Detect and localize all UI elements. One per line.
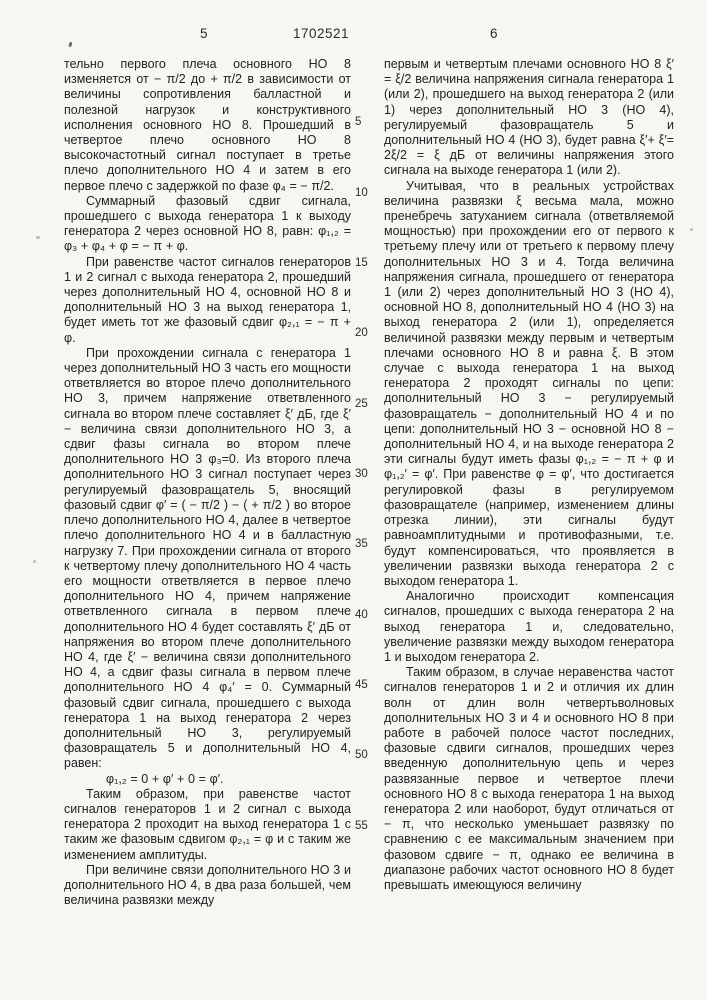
paragraph: тельно первого плеча основного НО 8 изменяется от − π/2 до + π/2 в зависимости от величины сопротивления балластной и полезной нагрузок и конструктивного исполнения основного НО 8. Прошедший в четвертое плечо основного НО 8 высокочастотный сигнал поступает в третье плечо дополнительного НО 4 и затем в его первое плечо с задержкой по фазе φ₄ = − π/2. [64, 57, 351, 193]
patent-number: 1702521 [293, 26, 350, 41]
paragraph: Таким образом, при равенстве частот сигналов генераторов 1 и 2 сигнал с выхода генератора 2 проходит на выход генератора 1 с таким же фазовым сдвигом φ₂,₁ = φ и с таким же изменением амплитуды. [64, 786, 351, 862]
line-number: 10 [355, 186, 368, 199]
line-number: 5 [355, 116, 362, 129]
paragraph: При прохождении сигнала с генератора 1 через дополнительный НО 3 часть его мощности ответвляется во второе плечо дополнительного НО 3, причем напряжение ответвленного сигнала во втором плече составляет ξ′ дБ, где ξ′ − величина связи дополнительного НО 3, а сдвиг фазы сигнала во втором плече дополнительного НО 3 φ₃=0. Из второго плеча дополнительного НО 3 сигнал поступает через регулируемый фазовращатель 5, вносящий фазовый сдвиг φ′ = ( − π/2 ) − ( + π/2 ) во второе плечо дополнительного НО 4, далее в четвертое плечо дополнительного НО 4 и в балластную нагрузку 7. При прохождении сигнала от второго к четвертому плечу дополнительного НО 4 часть его мощности ответвляется в первое плечо дополнительного НО 4, причем напряжение ответвленного сигнала в первом плече дополнительного НО 4 будет составлять ξ′ дБ от напряжения во втором плече дополнительного НО 4, где ξ′ − величина связи дополнительного НО 4, а сдвиг фазы сигнала в первом плече дополнительного НО 4 φ₄′ = 0. Суммарный фазовый сдвиг сигнала, прошедшего с выхода генератора 1 на выход генератора 2 через дополнительный НО 3, регулируемый фазовращатель 5 и дополнительный НО 4, равен: [64, 345, 352, 771]
line-number: 45 [355, 679, 368, 692]
line-number: 35 [355, 538, 368, 551]
line-number: 25 [355, 397, 368, 410]
paragraph: первым и четвертым плечами основного НО 8 ξ′ = ξ/2 величина напряжения сигнала генератора 1 (или 2), прошедшего на выход генератора 2 (или 1) через дополнительный НО 3 (НО 4), регулируемый фазовращатель 5 и дополнительный НО 4 (НО 3), будет равна ξ′+ ξ′= 2ξ/2 = ξ дБ от величины напряжения этого сигнала на выходе генератора 1 (или 2). [384, 57, 674, 178]
paragraph: Суммарный фазовый сдвиг сигнала, прошедшего с выхода генератора 1 к выходу генератора 2 через основной НО 8, равн: φ₁,₂ = φ₃ + φ₄ + φ = − π + φ. [64, 193, 351, 254]
scan-artifact [68, 42, 72, 48]
paragraph: Учитывая, что в реальных устройствах величина развязки ξ весьма мала, можно пренебречь затуханием сигнала (ответвляемой мощностью) при прохождении его от первого к третьему плечу или от третьего к первому плечу дополнительных НО 3 и 4. Тогда величина напряжения сигнала, прошедшего от генератора 1 (или 2) через дополнительный НО 3 (НО 4), основной НО 8, дополнительный НО 4 (НО 3) на выход генератора 2 (или 1), определяется величиной развязки между первым и четвертым плечами основного НО 8 и равна ξ. В этом случае с выхода генератора 1 на выход генератора 2 проходят сигналы по цепи: дополнительный НО 3 − регулируемый фазовращатель − дополнительный НО 4 и по цепи: дополнительный НО 3 − основной НО 8 − дополнительный НО 4, и на выходе генератора 2 эти сигналы будут иметь фазы φ₁,₂ = − π + φ и φ₁,₂′ = φ′. При равенстве φ = φ′, что достигается регулировкой фазы в регулируемом фазовращателе (например, изменением длины отрезка линии), эти сигналы будут равноамплитудными и противофазными, т.е. будут компенсироваться, что проявляется в увеличении развязки выхода генератора 2 с выходом генератора 1. [384, 178, 674, 588]
line-number: 20 [355, 327, 368, 340]
paragraph: При равенстве частот сигналов генераторов 1 и 2 сигнал с выхода генератора 2, прошедший через дополнительный НО 4, основной НО 8 и дополнительный НО 3 на выход генератора 1, будет иметь тот же фазовый сдвиг φ₂,₁ = − π + φ. [64, 254, 351, 345]
scan-artifact [690, 228, 693, 231]
scan-artifact [33, 560, 36, 563]
formula-line: φ₁,₂ = 0 + φ′ + 0 = φ′. [106, 771, 224, 786]
line-number: 30 [355, 468, 368, 481]
left-column-page-number: 5 [200, 26, 209, 41]
paragraph: Аналогично происходит компенсация сигналов, прошедших с выхода генератора 2 на выход генератора 1 и, следовательно, увеличение развязки между выходом генератора 1 и выходом генератора 2. [384, 589, 674, 664]
line-number: 55 [355, 819, 368, 832]
line-number: 15 [355, 256, 368, 269]
left-text-column [64, 57, 351, 908]
paragraph: Таким образом, в случае неравенства частот сигналов генераторов 1 и 2 и отличия их длин волн от длин волн четвертьволновых дополнительных НО 3 и 4 и основного НО 8 при работе в рабочей полосе частот последних, фазовые сдвиги сигналов, прошедших через введенную дополнительную цепь и через развязанные первое и четвертое плечи основного НО 8 с выхода генератора 1 на выход генератора 2 или наоборот, будут отличаться от − π, что несколько уменьшает развязку по сравнению с ее максимальным значением при фазовом сдвиге − π, однако ее величина в диапазоне рабочих частот основного НО 8 будет превышать имеющуюся величину [384, 665, 674, 892]
paragraph: При величине связи дополнительного НО 3 и дополнительного НО 4, в два раза большей, чем величина развязки между [64, 862, 351, 908]
right-text-column [384, 57, 674, 893]
line-number: 50 [355, 749, 368, 762]
scan-artifact [36, 236, 40, 239]
line-number: 40 [355, 608, 368, 621]
right-column-page-number: 6 [490, 26, 499, 41]
